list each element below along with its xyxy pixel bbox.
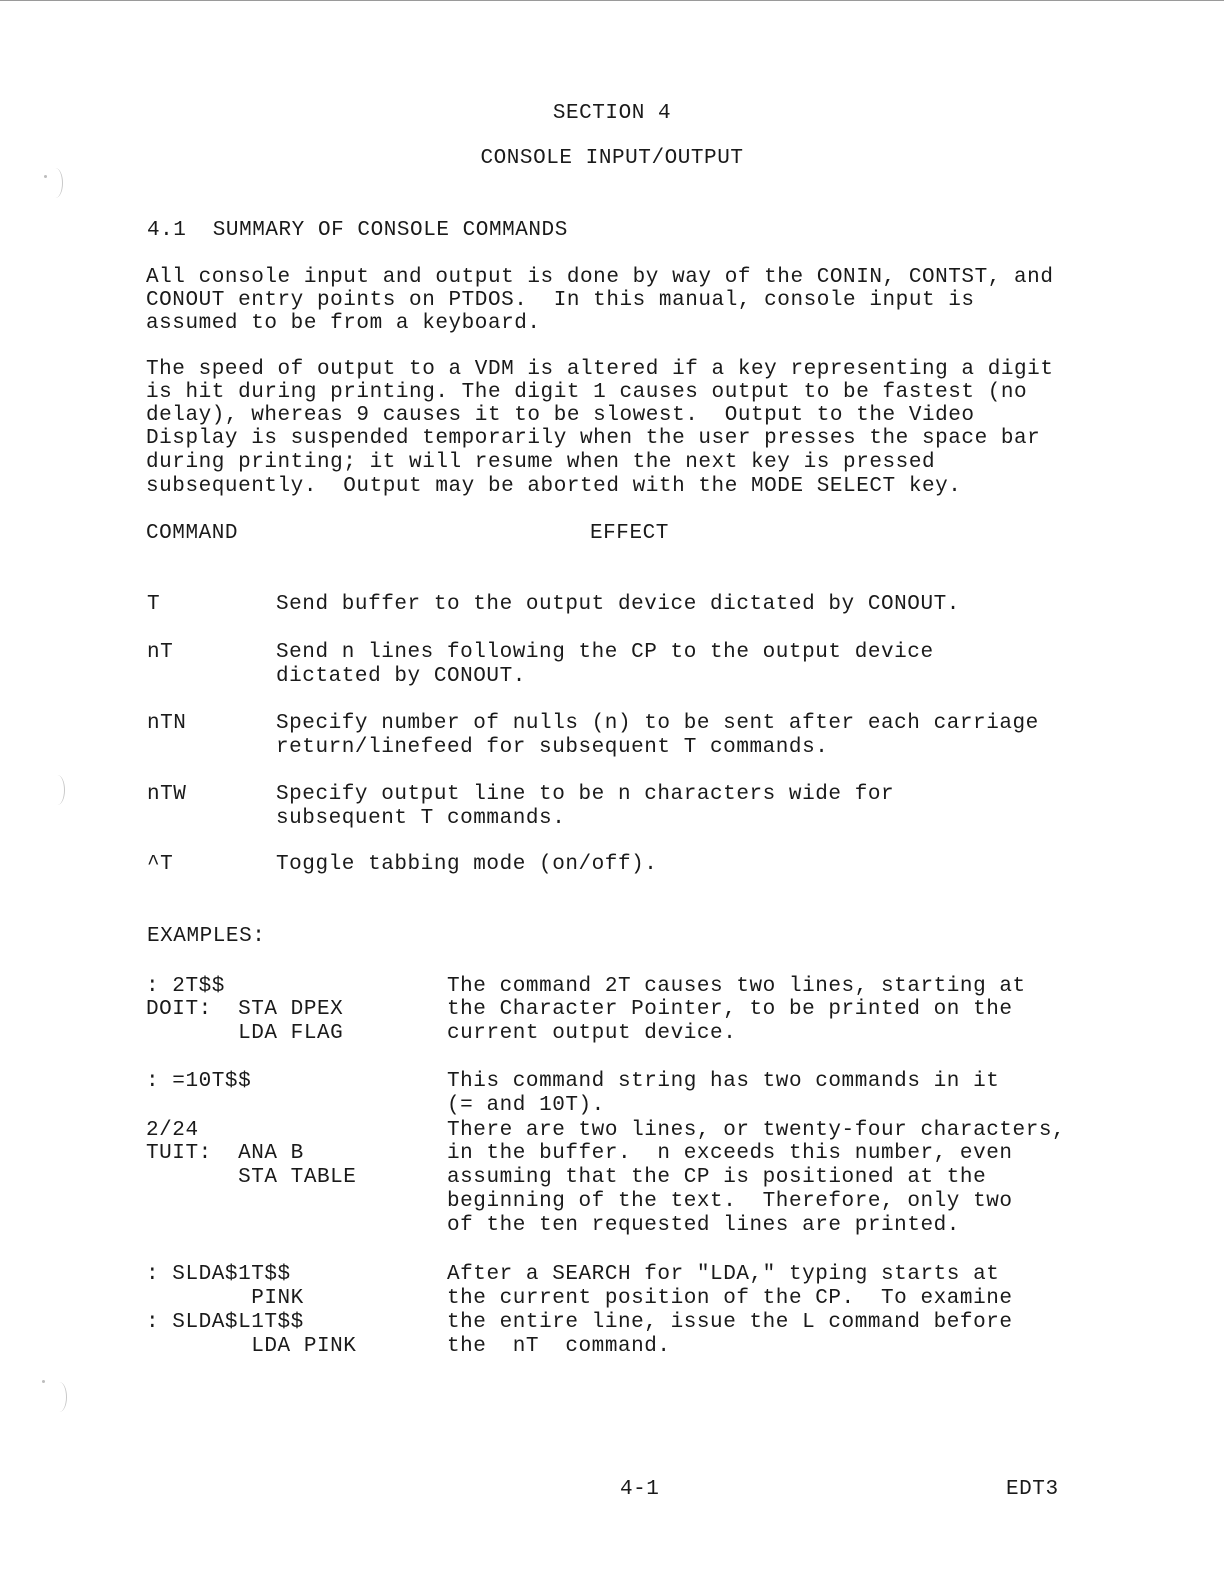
text-line: Display is suspended temporarily when the user presses the space bar bbox=[146, 427, 1041, 450]
scan-dot bbox=[44, 175, 47, 178]
example-description-line: the entire line, issue the L command before bbox=[447, 1311, 1013, 1334]
scan-mark bbox=[48, 168, 63, 198]
command-column-header: COMMAND bbox=[146, 522, 239, 545]
example-description-line: current output device. bbox=[447, 1022, 737, 1045]
section-title: SECTION 4 bbox=[552, 102, 672, 125]
example-code-line: PINK bbox=[146, 1287, 304, 1310]
example-code-line: : =10T$$ bbox=[146, 1070, 252, 1093]
scan-top-edge bbox=[0, 0, 1224, 1]
example-description-line: the nT command. bbox=[447, 1335, 671, 1358]
command-name: nTN bbox=[147, 712, 187, 735]
scan-mark bbox=[50, 775, 65, 805]
command-effect: subsequent T commands. bbox=[276, 807, 566, 830]
example-description-line: of the ten requested lines are printed. bbox=[447, 1214, 960, 1237]
command-effect: Send n lines following the CP to the output device bbox=[276, 641, 934, 664]
text-line: during printing; it will resume when the next key is pressed bbox=[146, 451, 936, 474]
example-description-line: beginning of the text. Therefore, only two bbox=[447, 1190, 1013, 1213]
text-line: The speed of output to a VDM is altered if a key representing a digit bbox=[146, 358, 1054, 381]
command-effect: Send buffer to the output device dictated by CONOUT. bbox=[276, 593, 960, 616]
section-subtitle: CONSOLE INPUT/OUTPUT bbox=[480, 147, 744, 170]
command-name: nTW bbox=[147, 783, 187, 806]
scan-mark bbox=[52, 1382, 67, 1412]
command-name: ^T bbox=[147, 853, 174, 876]
example-code-line: LDA FLAG bbox=[146, 1022, 344, 1045]
example-code-line: STA TABLE bbox=[146, 1166, 357, 1189]
document-code: EDT3 bbox=[1006, 1478, 1059, 1501]
example-code-line: TUIT: ANA B bbox=[146, 1142, 304, 1165]
example-description-line: in the buffer. n exceeds this number, even bbox=[447, 1142, 1013, 1165]
example-description-line: This command string has two commands in it bbox=[447, 1070, 1000, 1093]
text-line: assumed to be from a keyboard. bbox=[146, 312, 541, 335]
example-code-line: LDA PINK bbox=[146, 1335, 357, 1358]
text-line: is hit during printing. The digit 1 causes output to be fastest (no bbox=[146, 381, 1028, 404]
command-name: nT bbox=[147, 641, 174, 664]
example-code-line: : SLDA$L1T$$ bbox=[146, 1311, 304, 1334]
example-description-line: the Character Pointer, to be printed on the bbox=[447, 998, 1013, 1021]
examples-label: EXAMPLES: bbox=[147, 925, 266, 948]
command-effect: dictated by CONOUT. bbox=[276, 665, 526, 688]
example-code-line: : 2T$$ bbox=[146, 975, 225, 998]
example-description-line: (= and 10T). bbox=[447, 1094, 605, 1117]
example-code-line: DOIT: STA DPEX bbox=[146, 998, 344, 1021]
command-effect: Toggle tabbing mode (on/off). bbox=[276, 853, 658, 876]
example-description-line: the current position of the CP. To examine bbox=[447, 1287, 1013, 1310]
example-description-line: assuming that the CP is positioned at the bbox=[447, 1166, 987, 1189]
command-effect: Specify output line to be n characters wide for bbox=[276, 783, 895, 806]
command-effect: return/linefeed for subsequent T commands. bbox=[276, 736, 829, 759]
example-description-line: The command 2T causes two lines, starting at bbox=[447, 975, 1026, 998]
summary-heading: 4.1 SUMMARY OF CONSOLE COMMANDS bbox=[147, 219, 568, 242]
command-effect: Specify number of nulls (n) to be sent after each carriage bbox=[276, 712, 1039, 735]
example-description-line: There are two lines, or twenty-four characters, bbox=[447, 1119, 1066, 1142]
example-description-line: After a SEARCH for "LDA," typing starts at bbox=[447, 1263, 1000, 1286]
text-line: subsequently. Output may be aborted with the MODE SELECT key. bbox=[146, 475, 962, 498]
example-code-line: : SLDA$1T$$ bbox=[146, 1263, 291, 1286]
command-name: T bbox=[147, 593, 161, 616]
scan-dot bbox=[42, 1380, 45, 1383]
effect-column-header: EFFECT bbox=[590, 522, 669, 545]
text-line: All console input and output is done by way of the CONIN, CONTST, and bbox=[146, 266, 1054, 289]
text-line: CONOUT entry points on PTDOS. In this manual, console input is bbox=[146, 289, 975, 312]
example-code-line: 2/24 bbox=[146, 1119, 199, 1142]
page-number: 4-1 bbox=[620, 1478, 660, 1501]
text-line: delay), whereas 9 causes it to be slowest. Output to the Video bbox=[146, 404, 975, 427]
